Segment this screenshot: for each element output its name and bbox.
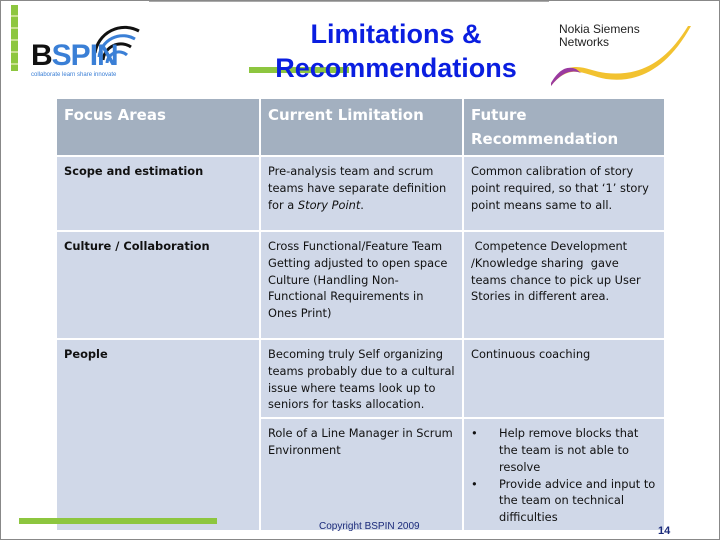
- header-current-limitation: Current Limitation: [260, 98, 463, 156]
- recommendation-cell: Continuous coaching: [463, 339, 665, 418]
- list-item: • Help remove blocks that the team is not able to resolve: [471, 425, 657, 475]
- recommendation-cell: Competence Development /Knowledge sharing gave teams chance to pick up User Stories in different area.: [463, 231, 665, 339]
- focus-area-cell: People: [56, 339, 260, 531]
- table-row: [56, 156, 665, 231]
- recommendation-cell: [463, 418, 665, 531]
- page-number: 14: [658, 525, 671, 537]
- page-title: Limitations & Recommendations: [275, 19, 517, 83]
- table-row: [56, 231, 665, 339]
- logo-spin: SPIN: [51, 39, 118, 72]
- list-item: • Provide advice and input to the team on technical difficulties: [471, 476, 657, 526]
- top-border: [149, 1, 549, 2]
- nsn-logo-text: Nokia Siemens Networks: [559, 22, 640, 49]
- recommendation-list: [471, 425, 657, 526]
- focus-area-cell: Scope and estimation: [56, 156, 260, 231]
- focus-area-cell: Culture / Collaboration: [56, 231, 260, 339]
- decorative-bar: [11, 5, 18, 71]
- bspin-logo: [29, 13, 149, 83]
- limitations-table: [55, 97, 666, 532]
- limitation-text: .: [360, 197, 364, 212]
- header-focus-areas: Focus Areas: [56, 98, 260, 156]
- limitation-cell: [260, 156, 463, 231]
- header-future-recommendation: Future Recommendation: [463, 98, 665, 156]
- limitation-text: Pre-analysis team and scrum teams have separate definition for a: [268, 164, 447, 212]
- logo-b: B: [31, 39, 52, 72]
- logo-tagline: collaborate learn share innovate: [31, 72, 117, 78]
- copyright: Copyright BSPIN 2009: [319, 521, 420, 532]
- recommendation-cell: Common calibration of story point required, so that ‘1’ story point means same to all.: [463, 156, 665, 231]
- table-row: [56, 339, 665, 418]
- table-header-row: [56, 98, 665, 156]
- limitation-cell: Becoming truly Self organizing teams probably due to a cultural issue where teams look up to seniors for tasks allocation.: [260, 339, 463, 418]
- limitation-cell: Role of a Line Manager in Scrum Environment: [260, 418, 463, 531]
- limitation-cell: Cross Functional/Feature Team Getting adjusted to open space Culture (Handling Non-Functional Requirements in Ones Print): [260, 231, 463, 339]
- limitation-emphasis: Story Point: [297, 197, 361, 212]
- decorative-bar: [19, 518, 217, 524]
